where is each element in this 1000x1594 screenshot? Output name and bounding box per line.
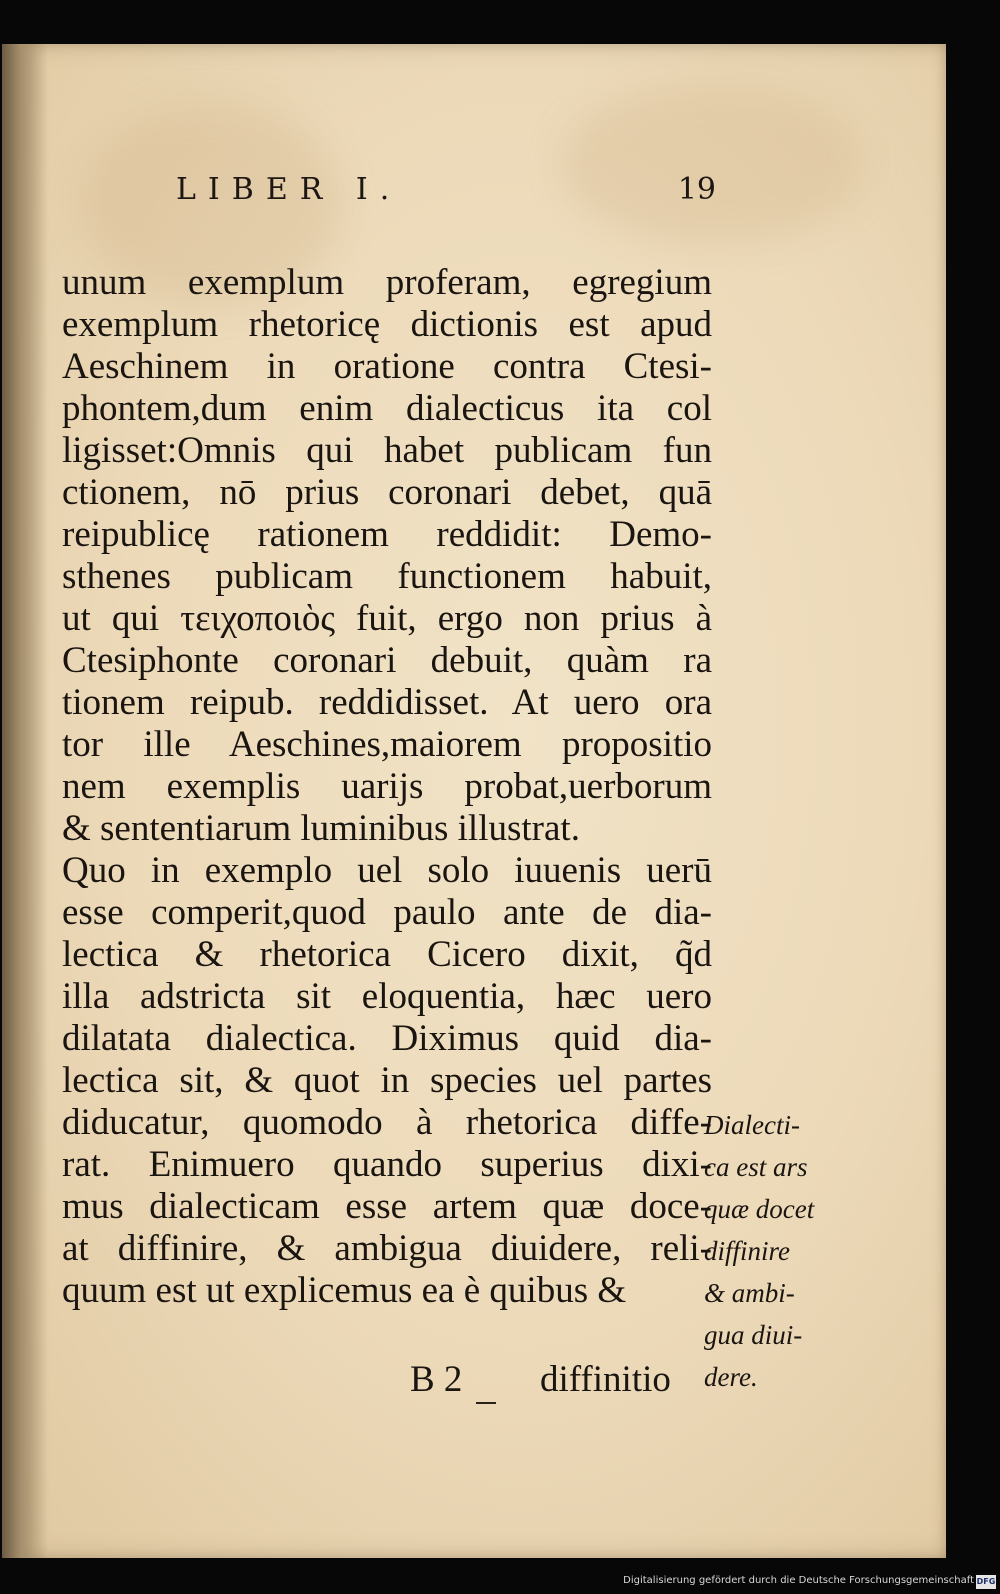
body-text	[62, 262, 712, 1312]
signature-rule	[476, 1402, 496, 1404]
running-head-title: LIBER I.	[176, 172, 402, 207]
marginal-note-line: & ambi-	[704, 1278, 795, 1308]
text-line: lectica sit, & quot in species uel partes	[62, 1060, 712, 1101]
text-line: ut qui τειχοποιὸς fuit, ergo non prius à	[62, 598, 712, 639]
marginal-note-line: dere.	[704, 1362, 758, 1392]
text-line: lectica & rhetorica Cicero dixit, q̃d	[62, 934, 712, 975]
signature-mark: B 2	[410, 1359, 463, 1400]
page-gutter-shadow	[2, 44, 48, 1558]
marginal-note	[704, 1104, 844, 1398]
text-line: tor ille Aeschines,maiorem propositio	[62, 724, 712, 765]
text-line: & sententiarum luminibus illustrat.	[62, 808, 580, 849]
text-line: quum est ut explicemus ea è quibus &	[62, 1270, 627, 1311]
book-page	[2, 44, 946, 1558]
text-line: exemplum rhetoricę dictionis est apud	[62, 304, 712, 345]
marginal-note-line: gua diui-	[704, 1320, 803, 1350]
text-line: Quo in exemplo uel solo iuuenis uerū	[62, 850, 712, 891]
text-line: nem exemplis uarijs probat,uerborum	[62, 766, 712, 807]
text-line: mus dialecticam esse artem quæ doce-	[62, 1186, 712, 1227]
text-line: dilatata dialectica. Diximus quid dia-	[62, 1018, 712, 1059]
text-line: rat. Enimuero quando superius dixi-	[62, 1144, 712, 1185]
catchword: diffinitio	[540, 1359, 671, 1400]
text-line: Ctesiphonte coronari debuit, quàm ra	[62, 640, 712, 681]
text-line: illa adstricta sit eloquentia, hæc uero	[62, 976, 712, 1017]
dfg-logo-icon: DFG	[976, 1575, 996, 1589]
digitization-credit: Digitalisierung gefördert durch die Deutsche Forschungsgemeinschaft	[623, 1575, 974, 1586]
text-line: sthenes publicam functionem habuit,	[62, 556, 712, 597]
text-line: tionem reipub. reddidisset. At uero ora	[62, 682, 712, 723]
marginal-note-line: diffinire	[704, 1236, 790, 1266]
page-number: 19	[677, 172, 716, 207]
page-stain	[562, 84, 862, 244]
running-head	[176, 172, 716, 212]
marginal-note-line: Dialecti-	[704, 1110, 800, 1140]
text-line: reipublicę rationem reddidit: Demo-	[62, 514, 712, 555]
text-line: Aeschinem in oratione contra Ctesi-	[62, 346, 712, 387]
text-line: ligisset:Omnis qui habet publicam fun	[62, 430, 712, 471]
text-line: esse comperit,quod paulo ante de dia-	[62, 892, 712, 933]
text-line: phontem,dum enim dialecticus ita col	[62, 388, 712, 429]
text-line: ctionem, nō prius coronari debet, quā	[62, 472, 712, 513]
text-line: unum exemplum proferam, egregium	[62, 262, 712, 303]
text-line: diducatur, quomodo à rhetorica diffe-	[62, 1102, 712, 1143]
marginal-note-line: ca est ars	[704, 1152, 808, 1182]
text-line: at diffinire, & ambigua diuidere, reli-	[62, 1228, 712, 1269]
marginal-note-line: quæ docet	[704, 1194, 815, 1224]
